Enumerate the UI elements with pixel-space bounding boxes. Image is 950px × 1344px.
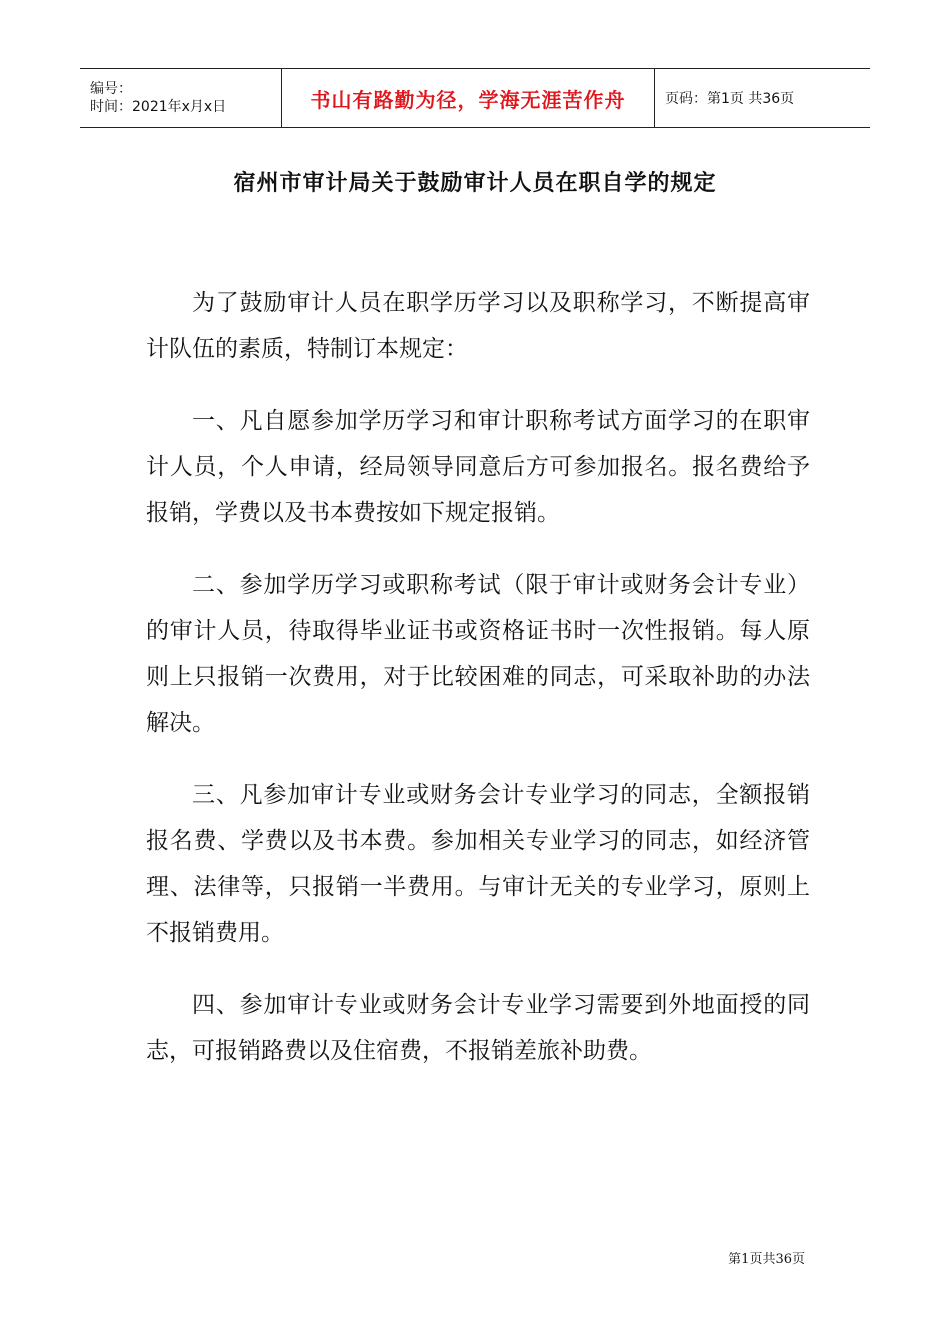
paragraph-clause-2: 二、参加学历学习或职称考试（限于审计或财务会计专业）的审计人员，待取得毕业证书或资格证书时一次性报销。每人原则上只报销一次费用，对于比较困难的同志，可采取补助的办法解决。 <box>146 572 810 736</box>
paragraph-clause-4: 四、参加审计专业或财务会计专业学习需要到外地面授的同志，可报销路费以及住宿费，不报销差旅补助费。 <box>146 992 810 1064</box>
document-title: 宿州市审计局关于鼓励审计人员在职自学的规定 <box>233 171 717 196</box>
header-page-cell <box>655 69 870 127</box>
header-meta-cell <box>80 69 282 127</box>
header-number-label: 编号： <box>90 81 132 97</box>
document-body <box>146 280 810 1100</box>
paragraph-clause-1: 一、凡自愿参加学历学习和审计职称考试方面学习的在职审计人员，个人申请，经局领导同意后方可参加报名。报名费给予报销，学费以及书本费按如下规定报销。 <box>146 408 810 526</box>
header-motto-cell <box>282 69 655 127</box>
paragraph-clause-3: 三、凡参加审计专业或财务会计专业学习的同志，全额报销报名费、学费以及书本费。参加相关专业学习的同志，如经济管理、法律等，只报销一半费用。与审计无关的专业学习，原则上不报销费用。 <box>146 782 810 946</box>
header-page-label: 页码：第1页 共36页 <box>665 91 795 107</box>
document-header <box>80 68 870 128</box>
paragraph-intro: 为了鼓励审计人员在职学历学习以及职称学习，不断提高审计队伍的素质，特制订本规定： <box>146 290 810 362</box>
footer-page-number: 第1页共36页 <box>728 1252 805 1267</box>
header-time-label: 时间：2021年x月x日 <box>90 99 227 115</box>
header-motto: 书山有路勤为径，学海无涯苦作舟 <box>310 87 626 112</box>
